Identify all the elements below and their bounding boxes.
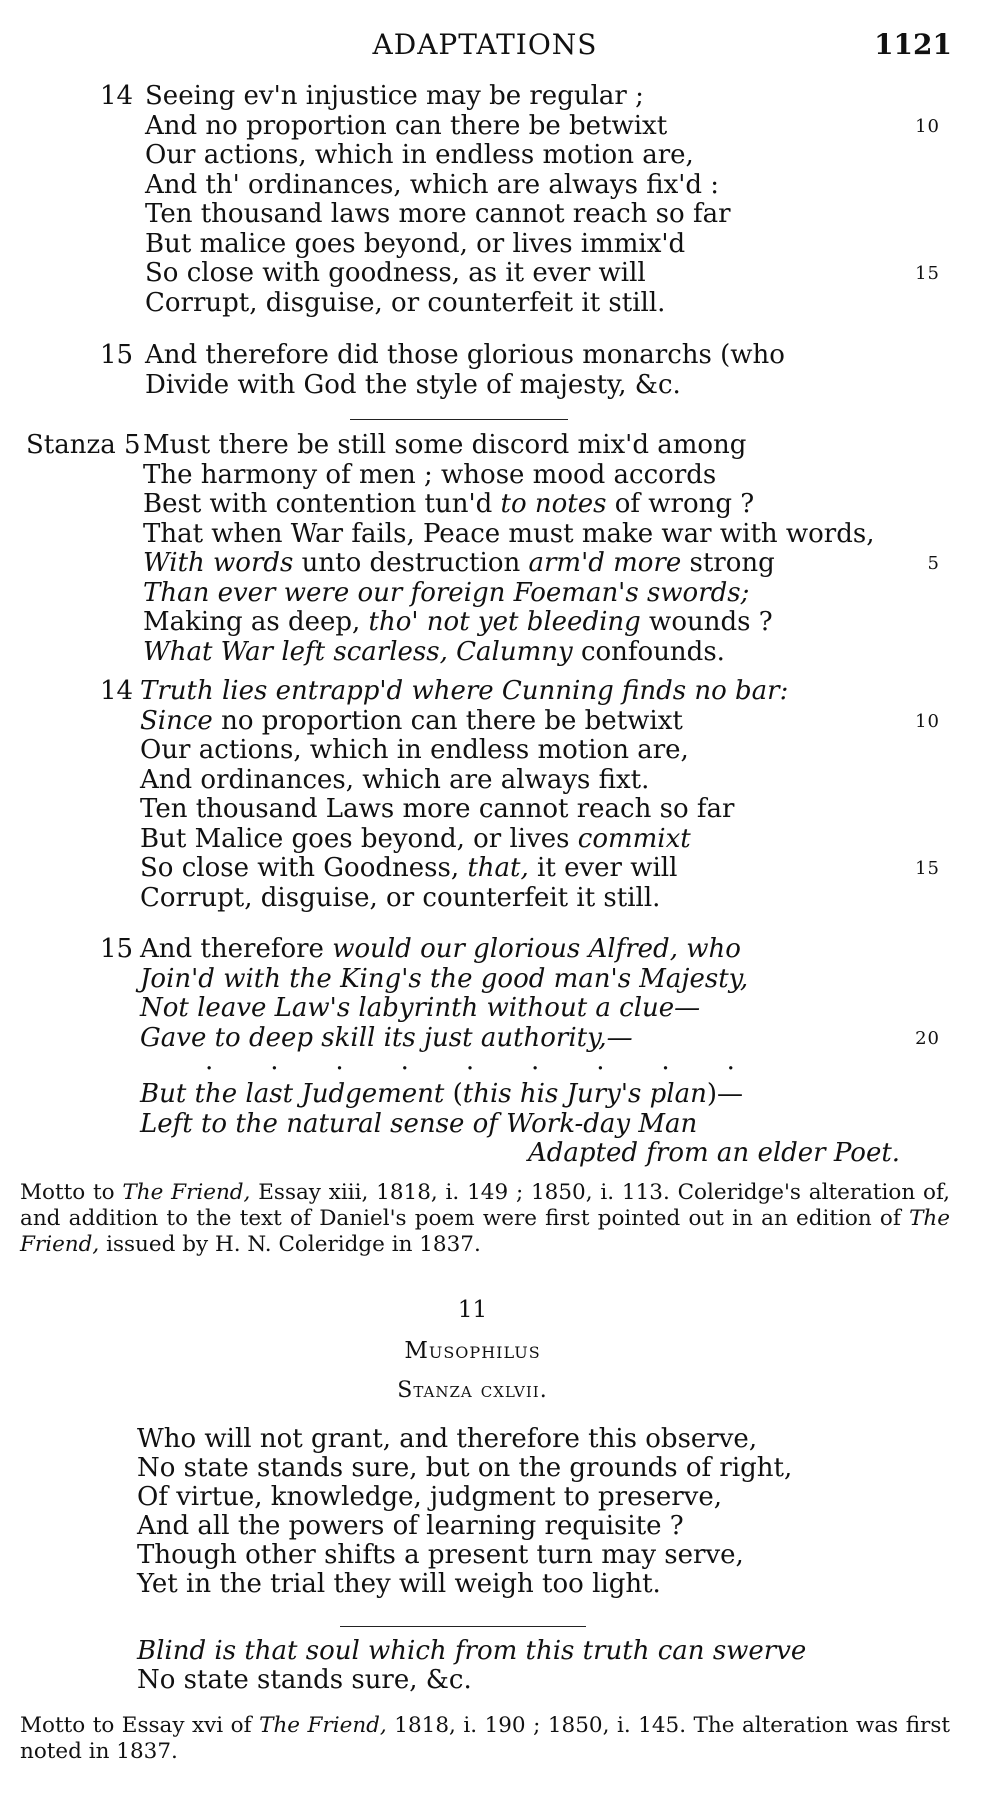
verse-line [0,1637,1000,1666]
line-number: 15 [915,858,940,879]
ellipsis-dot: . [270,1046,279,1076]
verse-text: So close with Goodness, that, it ever will [140,853,678,883]
section-number: 11 [457,1297,488,1323]
verse-text: Divide with God the style of majesty, &c. [145,369,681,400]
verse-text: Since no proportion can there be betwixt [140,705,683,736]
verse-line [0,490,1000,520]
verse-text: Our actions, which in endless motion are, [140,735,689,765]
verse-line [0,608,1000,638]
verse-text: Ten thousand Laws more cannot reach so far [140,794,735,824]
verse-line [0,965,1000,995]
section-title: Musophilus [404,1338,541,1364]
divider-rule [350,419,568,420]
verse-line [0,1110,1000,1140]
attribution: Adapted from an elder Poet. [528,1138,901,1168]
verse-text: Corrupt, disguise, or counterfeit it still. [145,287,666,318]
running-head: ADAPTATIONS [372,28,598,61]
verse-line [0,1541,1000,1570]
divider-rule-2 [340,1626,586,1627]
verse-text: Than ever were our foreign Foeman's swords; [143,577,750,608]
verse-text: Who will not grant, and therefore this observe, [137,1424,758,1454]
verse-line [0,1454,1000,1483]
verse-line [0,579,1000,609]
ellipsis-dot: . [400,1046,409,1076]
original-stanza-15 [0,341,1000,400]
verse-line [0,795,1000,825]
stanza-number: Stanza 5 [26,430,141,460]
stanza-number: 14 [100,81,134,111]
verse-text: So close with goodness, as it ever will [145,258,646,288]
verse-line [0,677,1000,707]
adapted-closing-lines [0,1080,1000,1139]
verse-text: Not leave Law's labyrinth without a clue— [140,993,701,1023]
ellipsis-dot: . [531,1046,540,1076]
verse-text: No state stands sure, &c. [137,1665,472,1695]
verse-line [0,638,1000,668]
verse-text: And no proportion can there be betwixt [145,110,668,141]
verse-text: And all the powers of learning requisite ? [137,1511,684,1541]
verse-line [0,461,1000,491]
verse-line [0,341,1000,371]
verse-text: And ordinances, which are always fixt. [140,764,650,795]
verse-text: No state stands sure, but on the grounds of right, [137,1453,793,1483]
verse-line [0,1570,1000,1599]
verse-line [0,935,1000,965]
verse-text: With words unto destruction arm'd more strong [143,548,775,578]
verse-line [0,259,1000,289]
ellipsis-dot: . [335,1046,344,1076]
verse-text: Seeing ev'n injustice may be regular ; [145,81,644,111]
verse-line [0,825,1000,855]
verse-text: Left to the natural sense of Work-day Man [140,1108,698,1139]
verse-text: Of virtue, knowledge, judgment to preserve, [137,1482,722,1512]
ellipsis-dot: . [596,1046,605,1076]
verse-line [0,736,1000,766]
verse-text: But Malice goes beyond, or lives commixt [140,823,691,854]
verse-text: Ten thousand laws more cannot reach so far [145,199,731,229]
musophilus-stanza [0,1425,1000,1599]
ellipsis-dot: . [465,1046,475,1076]
verse-line [0,289,1000,319]
verse-text: Must there be still some discord mix'd among [143,430,747,460]
verse-text: And therefore would our glorious Alfred, who [140,934,741,964]
verse-text: But malice goes beyond, or lives immix'd [145,228,686,259]
verse-line [0,994,1000,1024]
verse-line [0,1425,1000,1454]
footnote-1: Motto to The Friend, Essay xiii, 1818, i. 149 ; 1850, i. 113. Coleridge's alteration of, and addition to the text of Daniel's poem were first pointed out in an edition of The Friend, issued by H. N. Coleridge in 1837. [20,1180,951,1257]
verse-line [0,371,1000,401]
verse-text: Best with contention tun'd to notes of wrong ? [143,489,755,519]
verse-line [0,200,1000,230]
stanza-number: 14 [100,676,134,706]
verse-line [0,431,1000,461]
verse-line [0,1666,1000,1695]
verse-line [0,549,1000,579]
verse-line [0,82,1000,112]
line-number: 10 [915,710,940,732]
verse-text: But the last Judgement (this his Jury's plan)— [140,1079,743,1109]
ellipsis-dot: . [205,1046,214,1076]
ellipsis-dot: . [661,1046,670,1076]
verse-text: Though other shifts a present turn may serve, [137,1540,744,1570]
musophilus-altered [0,1637,1000,1695]
attribution-line [0,1139,1000,1169]
section-subtitle: Stanza cxlvii. [397,1378,548,1403]
line-number: 15 [915,263,940,284]
adapted-stanza-5 [0,431,1000,667]
verse-line [0,707,1000,737]
verse-line [0,1080,1000,1110]
verse-line [0,230,1000,260]
verse-line [0,520,1000,550]
verse-text: What War left scarless, Calumny confounds. [143,636,725,667]
adapted-stanza-15 [0,935,1000,1053]
page-number: 1121 [874,28,952,61]
original-stanza-14 [0,82,1000,318]
verse-line [0,171,1000,201]
verse-line [0,854,1000,884]
line-number: 10 [915,115,940,137]
verse-text: Truth lies entrapp'd where Cunning finds no bar: [140,676,789,706]
verse-line [0,1483,1000,1512]
verse-line [0,141,1000,171]
verse-text: That when War fails, Peace must make war with words, [143,518,875,549]
verse-text: The harmony of men ; whose mood accords [143,459,717,490]
verse-line [0,1512,1000,1541]
verse-line [0,766,1000,796]
line-number: 5 [927,553,940,574]
stanza-number: 15 [100,340,134,370]
verse-text: And therefore did those glorious monarchs (who [145,340,785,370]
verse-text: Gave to deep skill its just authority,— [140,1022,633,1053]
verse-text: Corrupt, disguise, or counterfeit it still. [140,882,661,913]
ellipsis-row [0,1046,1000,1080]
verse-text: Our actions, which in endless motion are, [145,140,694,170]
verse-text: Yet in the trial they will weigh too light. [137,1569,661,1599]
verse-text: And th' ordinances, which are always fix'd : [145,169,720,200]
verse-line [0,112,1000,142]
verse-text: Blind is that soul which from this truth can swerve [137,1636,807,1666]
verse-line [0,884,1000,914]
footnote-2: Motto to Essay xvi of The Friend, 1818, i. 190 ; 1850, i. 145. The alteration was first noted in 1837. [20,1713,950,1764]
verse-text: Making as deep, tho' not yet bleeding wounds ? [143,607,773,637]
line-number: 20 [915,1027,940,1049]
adapted-stanza-14 [0,677,1000,913]
stanza-number: 15 [100,934,134,964]
verse-text: Join'd with the King's the good man's Majesty, [140,963,749,994]
ellipsis-dot: . [726,1046,735,1076]
